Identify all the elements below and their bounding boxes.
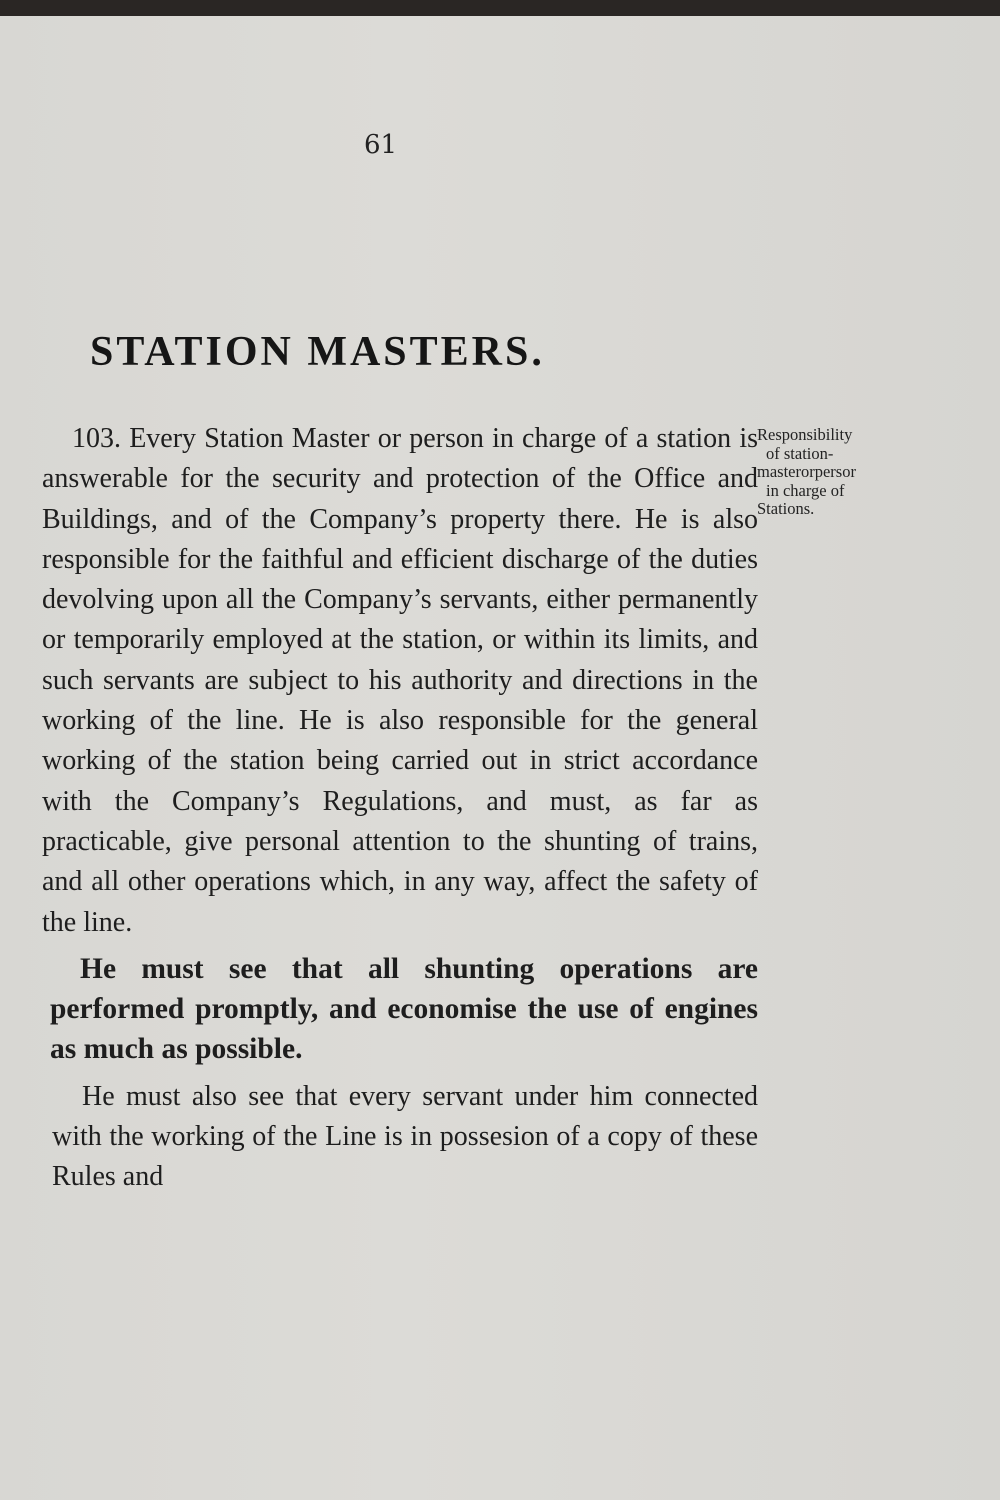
paragraph-continued: He must also see that every servant under him connected with the working of the Line is in possesion of a copy of these Rules and (52, 1080, 758, 1193)
margin-note-line: masterorpersor (757, 462, 856, 481)
margin-note-line: of station- (766, 443, 834, 463)
paragraph-text: Every Station Master or person in charge of a station is answerable for the security and protection of the Office and Buildings, and of the Company’s property there. He is also responsible for the faithful and efficient discharge of the duties devolving upon all the Company’s servants, either permanently or temporarily employed at the station, or within its limits, and such servants are subject to his authority and directions in the working of the line. He is also responsible for the general working of the station being carried out in strict accordance with the Company’s Regulations, and must, as far as practicable, give personal attention to the shunting of trains, and all other operations which, in any way, affect the safety of the line. (42, 423, 758, 938)
margin-note-line: Responsibility (757, 425, 853, 444)
paragraph-103 (42, 419, 758, 943)
margin-note-line: in charge of (766, 480, 845, 500)
body-text (42, 419, 758, 1198)
book-page (0, 16, 1000, 1500)
page-number: 61 (364, 130, 398, 160)
margin-note-line: Stations. (757, 499, 815, 518)
book-spine-edge (0, 0, 1000, 16)
paragraph-number: 103. (72, 423, 121, 454)
section-title: STATION MASTERS. (90, 329, 545, 375)
margin-note (757, 426, 947, 519)
bold-paragraph: He must see that all shunting operations are performed promptly, and economise the use of engines as much as possible. (50, 952, 758, 1065)
